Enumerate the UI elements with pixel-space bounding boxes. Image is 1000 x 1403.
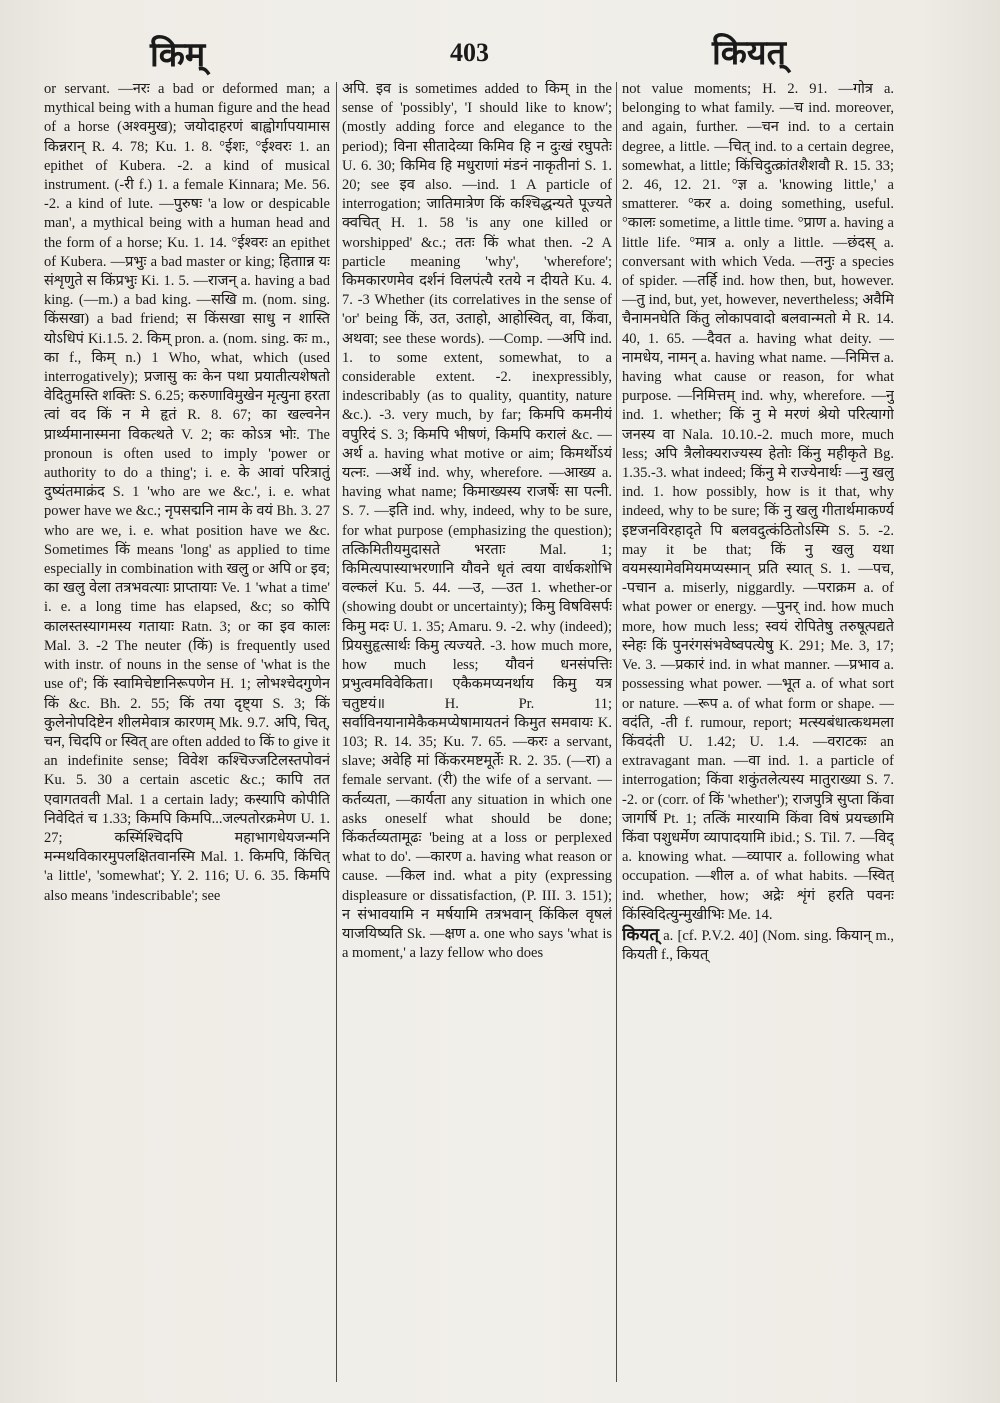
text-column-3 [622,80,894,1380]
page-header [0,28,1000,78]
page-number: 403 [450,38,489,67]
left-running-headword: किम् [150,35,206,75]
column-divider-2 [616,82,617,1382]
text-column-2 [342,80,612,1380]
column-divider-1 [336,82,337,1382]
column-1-text: or servant. —नरः a bad or deformed man; a mythical being with a human figure and the head of a horse (अश्वमुख); जयोदाहरणं बाह्वोर्गापयामास किन्नरान् R. 4. 78; Ku. 1. 8. °ईशः, °ईश्वरः 1. an epithet of Kubera. -2. a kind of musical instrument. (-री f.) 1. a female Kinnara; Me. 56. -2. a kind of lute. —पुरुषः 'a low or despicable man', a mythical being with a human head and the form of a horse; Ku. 1. 14. °ईश्वरः an epithet of Kubera. —प्रभुः a bad master or king; हिताान्न यः संशृणुते स किंप्रभुः Ki. 1. 5. —राजन् a. having a bad king. (—m.) a bad king. —सखि m. (nom. sing. किंसखा) a bad friend; स किंसखा साधु न शास्ति योऽधिपं Ki.1.5. 2. किम् pron. a. (nom. sing. कः m., का f., किम् n.) 1 Who, what, which (used interrogatively); प्रजासु कः केन पथा प्रयातीत्यशेषतो वेदितुमस्ति शक्तिः S. 6.25; करुणाविमुखेन मृत्युना हरता त्वां वद किं न मे हृतं R. 8. 67; का खल्वनेन प्रार्थ्यमानास्मना विकत्थते V. 2; कः कोऽत्र भोः. The pronoun is often used to imply 'power or authority to do a thing'; i. e. के आवां परित्रातुं दुष्यंतमाक्रंद S. 1 'who are we &c.', i. e. what power have we &c.; नृपसद्मनि नाम के वयं Bh. 3. 27 who are we, i. e. what position have we &c. Sometimes किं means 'long' as applied to time especially in combination with खलु or अपि or इव; का खलु वेला तत्रभवत्याः प्राप्तायाः Ve. 1 'what a time' i. e. a long time has elapsed, &c; so कोपि कालस्तस्यागमस्य गतायाः Ratn. 3; or का इव कालः Mal. 3. -2 The neuter (किं) is frequently used with instr. of nouns in the sense of 'what is the use of'; किं स्वामिचेष्टानिरूपणेन H. 1; लोभश्चेदगुणेन किं &c. Bh. 2. 55; किं तया दृष्ट्या S. 3; किं कुलेनोपदिष्टेन शीलमेवात्र कारणम् Mk. 9.7. अपि, चित्, चन, चिदपि or स्वित् are often added to किं to give it an indefinite sense; विवेश कश्चिज्जटिलस्तपोवनं Ku. 5. 30 a certain ascetic &c.; कापि तत एवागतवती Mal. 1 a certain lady; कस्यापि कोपीति निवेदितं च 1.33; किमपि किमपि...जल्पतोरक्रमेण U. 1. 27; कस्मिंश्चिदपि महाभागधेयजन्मनि मन्मथविकारमुपलक्षितवानस्मि Mal. 1. किमपि, किंचित् 'a little', 'somewhat'; Y. 2. 116; U. 6. 35. किमपि also means 'indescribable'; see [44,81,330,904]
right-running-headword: कियत् [712,33,787,73]
column-3-text: not value moments; H. 2. 91. —गोत्र a. belonging to what family. —च ind. moreover, and again, further. —चन ind. to a certain degree, a little. —चित् ind. to a certain degree, somewhat, a little; किंचिदुत्क्रांतशैशवौ R. 15. 33; 2. 46, 12. 21. °ज्ञ a. 'knowing little,' a smatterer. °कर a. doing something, useful. °कालः sometime, a little time. °प्राण a. having a little life. °मात्र a. only a little. —छंदस् a. conversant with which Veda. —तनुः a species of spider. —तर्हि ind. how then, but, however. —तु ind, but, yet, however, nevertheless; अवैमि चैनामनघेति किंतु लोकापवादो बलवान्मतो मे R. 14. 40, 1. 65. —दैवत a. having what deity. —नामधेय, नामन् a. having what name. —निमित्त a. having what cause or reason, for what purpose. —निमित्तम् ind. why, wherefore. —नु ind. 1. whether; किं नु मे मरणं श्रेयो परित्यागो जनस्य वा Nala. 10.10.-2. much more, much less; अपि त्रैलोक्यराज्यस्य हेतोः किंनु महीकृते Bg. 1.35.-3. what indeed; किंनु मे राज्येनार्थः —नु खलु ind. 1. how possibly, how is it that, why indeed, why to be sure; किं नु खलु गीतार्थमाकर्ण्य इष्टजनविरहादृते पि बलवदुत्कंठितोऽस्मि S. 5. -2. may it be that; किं नु खलु यथा वयमस्यामेवमियमप्यस्मान् प्रति स्यात् S. 1. —पच, -पचान a. miserly, niggardly. —पराक्रम a. of what power or energy. —पुनर् ind. how much more, how much less; स्वयं रोपितेषु तरुषूत्पद्यते स्नेहः किं पुनरंगसंभवेष्वपत्येषु K. 291; Me. 3, 17; Ve. 3. —प्रकारं ind. in what manner. —प्रभाव a. possessing what power. —भूत a. of what sort or nature. —रूप a. of what form or shape. —वदंति, -ती f. rumour, report; मत्स्यबंधात्कथमला किंवदंती U. 1.42; U. 1.4. —वराटकः an extravagant man. —वा ind. 1. a particle of interrogation; किंवा शकुंतलेत्यस्य मातुराख्या S. 7. -2. or (corr. of किं 'whether'); राजपुत्रि सुप्ता किंवा जागर्षि Pt. 1; तत्किं मारयामि किंवा विषं प्रयच्छामि किंवा पशुधर्मेण व्यापादयामि ibid.; S. Til. 7. —विद् a. knowing what. —व्यापार a. following what occupation. —शील a. of what habits. —स्वित् ind. whether, how; अद्रेः शृंगं हरति पवनः किंस्विदित्युन्मुखीभिः Me. 14. [622,81,894,923]
entry-kiyat [622,925,894,965]
entry-kiyat-body: a. [cf. P.V.2. 40] (Nom. sing. कियान् m., कियती f., कियत् [622,927,894,964]
column-2-text: अपि. इव is sometimes added to किम् in the sense of 'possibly', 'I should like to know'; (mostly adding force and elegance to the period); विना सीतादेव्या किमिव हि न दुःखं रघुपतेः U. 6. 30; किमिव हि मधुराणां मंडनं नाकृतीनां S. 1. 20; see इव also. —ind. 1 A particle of interrogation; जातिमात्रेण किं कश्चिद्धन्यते पूज्यते क्वचित् H. 1. 58 'is any one killed or worshipped' &c.; ततः किं what then. -2 A particle meaning 'why', 'wherefore'; किमकारणमेव दर्शनं विलपंत्यै रतये न दीयते Ku. 4. 7. -3 Whether (its correlatives in the sense of 'or' being किं, उत, उताहो, आहोस्वित्, वा, किंवा, अथवा; see these words). —Comp. —अपि ind. 1. to some extent, somewhat, to a considerable extent. -2. inexpressibly, indescribably (as to quality, quantity, nature &c.). -3. very much, by far; किमपि कमनीयं वपुरिदं S. 3; किमपि भीषणं, किमपि करालं &c. —अर्थ a. having what motive or aim; किमर्थोऽयं यत्नः. —अर्थे ind. why, wherefore. —आख्य a. having what name; किमाख्यस्य राजर्षेः सा पत्नी. S. 7. —इति ind. why, indeed, why to be sure, for what purpose (emphasizing the question); तत्किमितीयमुदासते भरताः Mal. 1; किमित्यपास्याभरणानि यौवने धृतं त्वया वार्धकशोभि वल्कलं Ku. 5. 44. —उ, —उत 1. whether-or (showing doubt or uncertainty); किमु विषविसर्पः किमु मदः U. 1. 35; Amaru. 9. -2. why (indeed); प्रियसुहृत्सार्थः किमु त्यज्यते. -3. how much more, how much less; यौवनं धनसंपत्तिः प्रभुत्वमविवेकिता। एकैकमप्यनर्थाय किमु यत्र चतुष्टयं॥ H. Pr. 11; सर्वाविनयानामेकैकमप्येषामायतनं किमुत समवायः K. 103; R. 14. 35; Ku. 7. 65. —करः a servant, slave; अवेहि मां किंकरमष्टमूर्तेः R. 2. 35. (—रा) a female servant. (री) the wife of a servant. —कर्तव्यता, —कार्यता any situation in which one asks oneself what should be done; किंकर्तव्यतामूढः 'being at a loss or perplexed what to do'. —कारण a. having what reason or cause. —किल ind. what a pity (expressing displeasure or dissatisfaction, (P. III. 3. 151); न संभावयामि न मर्षयामि तत्रभवान् किंकिल वृषलं याजयिष्यति Sk. —क्षण a. one who says 'what is a moment,' a lazy fellow who does [342,81,612,962]
text-column-1 [44,80,330,1380]
entry-kiyat-headword: कियत् [622,924,660,944]
